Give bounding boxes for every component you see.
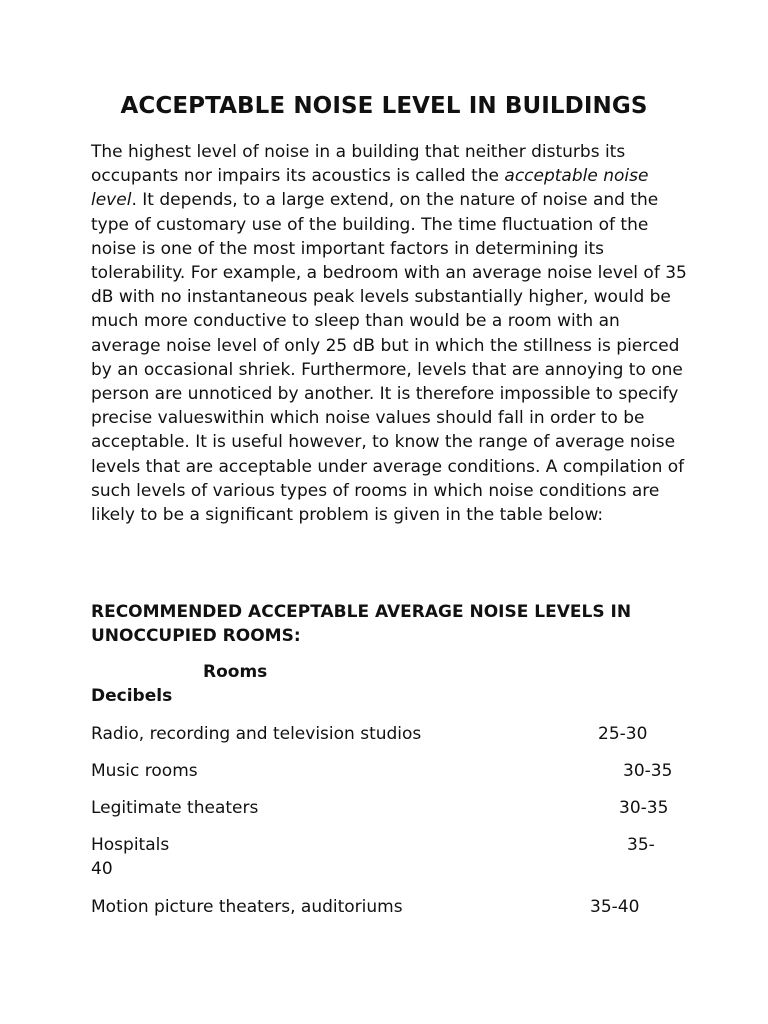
intro-text-start: The highest level of noise in a building that neither disturbs its occupants nor impairs its acoustics is called the <box>91 142 626 187</box>
table-heading: RECOMMENDED ACCEPTABLE AVERAGE NOISE LEVELS IN UNOCCUPIED ROOMS: <box>91 602 632 646</box>
table-row-decibels: 30-35 <box>623 761 673 781</box>
intro-key-term: acceptable noise level <box>91 166 649 211</box>
column-header-rooms: Rooms <box>203 662 268 682</box>
column-header-decibels: Decibels <box>91 686 173 706</box>
table-row-decibels-wrap: 40 <box>91 859 113 879</box>
page-title: ACCEPTABLE NOISE LEVEL IN BUILDINGS <box>120 93 648 119</box>
table-row-room: Legitimate theaters <box>91 798 259 818</box>
intro-paragraph <box>91 140 691 527</box>
table-row-room: Music rooms <box>91 761 198 781</box>
table-row-room: Hospitals <box>91 835 170 855</box>
table-row-room: Radio, recording and television studios <box>91 724 422 744</box>
table-row-decibels: 30-35 <box>619 798 669 818</box>
table-row-decibels: 35- <box>627 835 655 855</box>
intro-text-end: . It depends, to a large extend, on the nature of noise and the type of customary use of the building. The time fluctuation of the noise is one of the most important factors in determining its tolerability. For example, a bedroom with an average noise level of 35 dB with no instantaneous peak levels substantially higher, would be much more conductive to sleep than would be a room with an average noise level of only 25 dB but in which the stillness is pierced by an occasional shriek. Furthermore, levels that are annoying to one person are unnoticed by another. It is therefore impossible to specify precise valueswithin which noise values should fall in order to be acceptable. It is useful however, to know the range of average noise levels that are acceptable under average conditions. A compilation of such levels of various types of rooms in which noise conditions are likely to be a significant problem is given in the table below: <box>91 190 687 526</box>
table-row-decibels: 25-30 <box>598 724 648 744</box>
table-row-room: Motion picture theaters, auditoriums <box>91 897 403 917</box>
table-row-decibels: 35-40 <box>590 897 640 917</box>
